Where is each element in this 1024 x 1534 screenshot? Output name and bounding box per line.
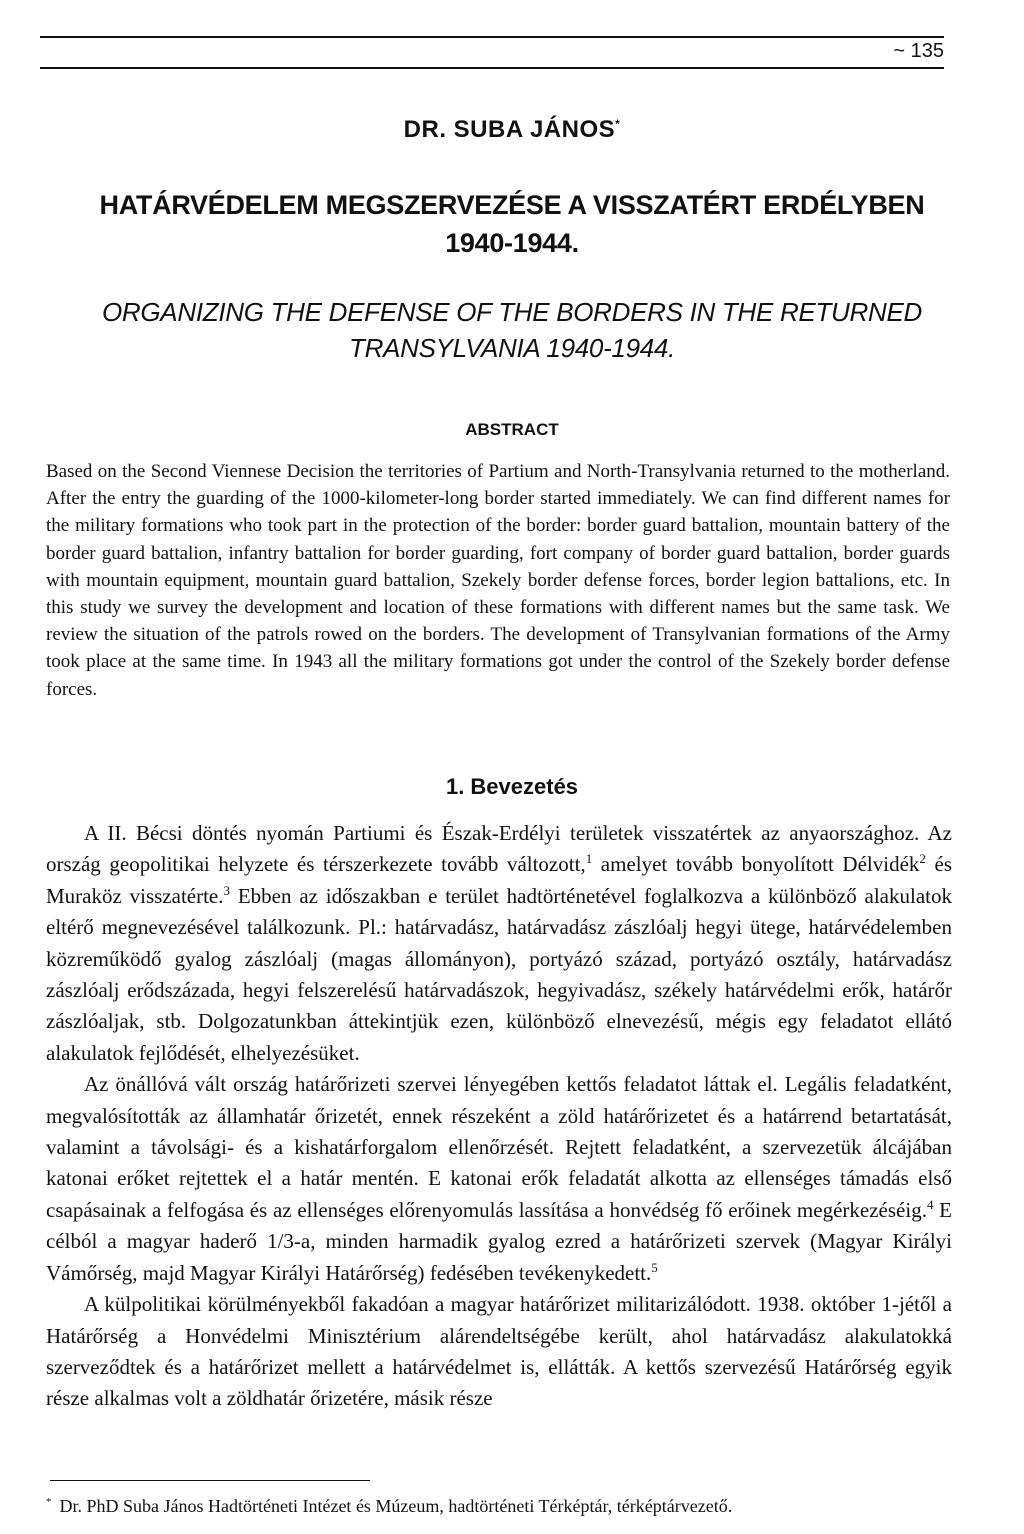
body-paragraph-1 [46, 818, 952, 1069]
footnote-ref-5: 5 [651, 1259, 658, 1275]
p1-text-d: Ebben az időszakban e terület hadtörténetével foglalkozva a különböző alakulatok eltérő megnevezésével találkozunk. Pl.: határvadász, határvadász zászlóalj hegyi ütege, határvédelemben közreműködő gyalog zászlóalj (magas állományon), portyázó század, portyázó osztály, határvadász zászlóalj erődszázada, hegyi felszerelésű határvadászok, hegyivadász, székely határvédelmi erők, határőr zászlóaljak, stb. Dolgozatunkban áttekintjük ezen, különböző elnevezésű, mégis egy feladatot ellátó alakulatok fejlődését, elhelyezésüket. [46, 883, 952, 1065]
title-hungarian [60, 186, 964, 262]
p2-text-b: E célból a magyar haderő 1/3-a, minden harmadik gyalog ezred a határőrizeti szervek (Magyar Királyi Vámőrség, majd Magyar Királyi Határőrség) fedésében tevékenykedett. [46, 1197, 953, 1285]
title-hungarian-line-1: HATÁRVÉDELEM MEGSZERVEZÉSE A VISSZATÉRT ERDÉLYBEN [99, 190, 925, 220]
footnote-ref-2: 2 [919, 851, 926, 867]
section-heading: 1. Bevezetés [445, 774, 579, 799]
footnote-ref-1: 1 [585, 851, 593, 867]
p1-text-b: amelyet tovább bonyolított Délvidék [592, 852, 920, 877]
p1-text-c: és Muraköz visszatérte. [46, 852, 952, 908]
author-line [0, 116, 1024, 144]
header-rule-bottom [40, 67, 944, 69]
abstract-text: Based on the Second Viennese Decision the territories of Partium and North-Transylvania returned to the motherland. After the entry the guarding of the 1000-kilometer-long border started immediately. We can find different names for the military formations who took part in the protection of the border: border guard battalion, mountain battery of the border guard battalion, infantry battalion for border guarding, fort company of border guard battalion, border guards with mountain equipment, mountain guard battalion, Szekely border defense forces, border legion battalions, etc. In this study we survey the development and location of these formations with different names but the same task. We review the situation of the patrols rowed on the borders. The development of Transylvanian formations of the Army took place at the same time. In 1943 all the military formations got under the control of the Szekely border defense forces. [46, 461, 950, 700]
body-text [46, 818, 952, 1415]
header-rule-top [40, 36, 944, 38]
abstract-heading: ABSTRACT [465, 420, 559, 439]
title-english-line-2: TRANSYLVANIA 1940-1944. [349, 333, 675, 363]
title-hungarian-line-2: 1940-1944. [445, 228, 579, 258]
author-footnote-mark: * [615, 117, 621, 131]
body-paragraph-2 [46, 1069, 952, 1289]
title-english-line-1: ORGANIZING THE DEFENSE OF THE BORDERS IN THE RETURNED [101, 297, 923, 327]
title-english [60, 294, 964, 366]
footnote [46, 1490, 952, 1518]
p1-text-a: A II. Bécsi döntés nyomán Partiumi és Észak-Erdélyi területek visszatértek az anyaországhoz. Az ország geopolitikai helyzete és térszerkezete tovább változott, [46, 821, 952, 877]
footnote-mark: * [46, 1496, 52, 1508]
author-name: DR. SUBA JÁNOS [403, 116, 616, 143]
p2-text-a: Az önállóvá vált ország határőrizeti szervei lényegében kettős feladatot láttak el. Legális feladatként, megvalósították az államhatár őrizetét, ennek részeként a zöld határőrizetet és a határrend betartatását, valamint a távolsági- és a kishatárforgalom ellenőrzését. Rejtett feladatként, a szervezetük álcájában katonai erőket rejtettek el a határ mentén. E katonai erők feladatát alkotta az ellenséges támadás első csapásainak a felfogása és az ellenséges előrenyomulás lassítása a honvédség fő erőinek megérkezéséig. [46, 1072, 952, 1222]
abstract-body [46, 458, 950, 703]
footnote-ref-3: 3 [223, 882, 231, 898]
footnote-ref-4: 4 [926, 1196, 934, 1212]
body-paragraph-3: A külpolitikai körülményekből fakadóan a magyar határőrizet militarizálódott. 1938. október 1-jétől a Határőrség a Honvédelmi Minisztérium alárendeltségébe került, ahol határvadász alakulatokká szerveződtek és a határőrizet mellett a határvédelmet is, ellátták. A kettős szervezésű Határőrség egyik része alkalmas volt a zöldhatár őrizetére, másik része [46, 1292, 952, 1411]
footnote-rule [50, 1480, 370, 1481]
page-number: ~ 135 [893, 40, 944, 62]
footnote-text: Dr. PhD Suba János Hadtörténeti Intézet és Múzeum, hadtörténeti Térképtár, térképtárvezető. [59, 1496, 733, 1516]
